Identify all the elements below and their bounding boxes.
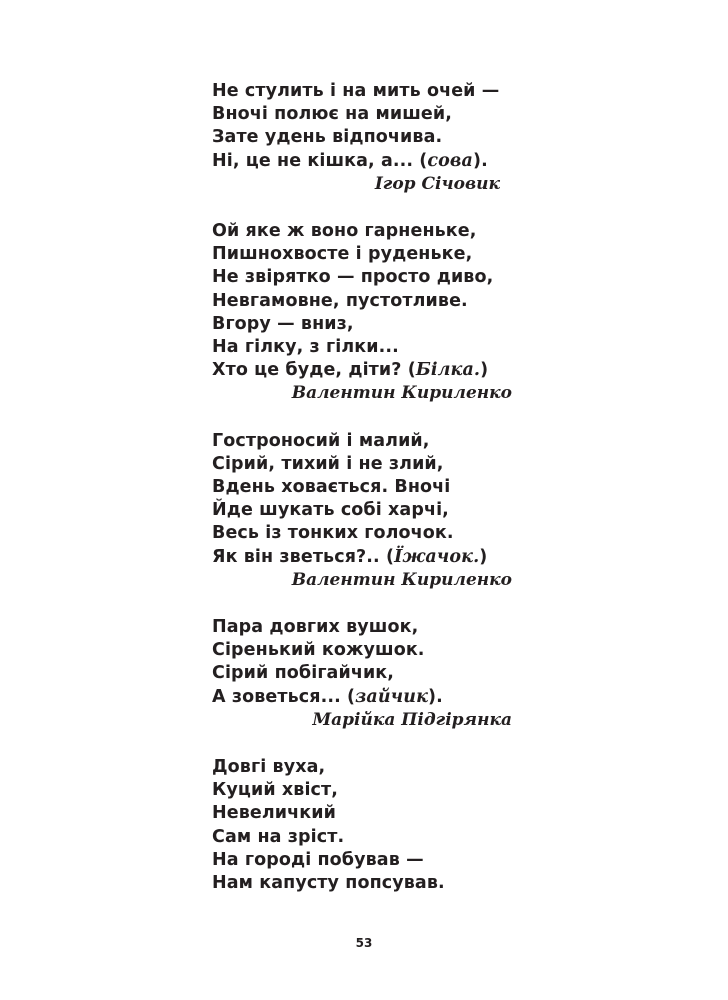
riddle-line: Весь із тонких голочок.: [212, 523, 454, 544]
riddle-line: Не стулить і на мить очей —: [212, 81, 500, 101]
riddle-1: [212, 80, 512, 196]
riddle-line: Пишнохвосте і руденьке,: [212, 244, 473, 265]
riddle-line: Сіренький кожушок.: [212, 640, 425, 661]
riddle-answer: зайчик: [355, 686, 429, 707]
riddle-line: Невгамовне, пустотливе.: [212, 290, 468, 311]
riddle-2: [212, 220, 512, 406]
riddle-line: Вгору — вниз,: [212, 313, 354, 334]
riddle-author: Валентин Кириленко: [291, 569, 512, 590]
riddle-line: Сірий, тихий і не злий,: [212, 453, 444, 474]
riddle-line: Зате удень відпочива.: [212, 127, 443, 148]
riddle-line: Сірий побігайчик,: [212, 663, 395, 684]
riddle-line: На городі побував —: [212, 849, 424, 870]
riddle-line: Нам капусту попсував.: [212, 873, 445, 894]
riddle-line: Пара довгих вушок,: [212, 617, 419, 638]
riddle-line: Йде шукать собі харчі,: [212, 500, 449, 521]
riddle-line: Вдень ховається. Вночі: [212, 477, 451, 498]
riddle-author: Ігор Січовик: [374, 173, 500, 194]
riddle-line: Довгі вуха,: [212, 757, 326, 778]
riddle-answer: Білка.: [415, 360, 481, 381]
page-number: 53: [355, 936, 373, 950]
riddle-4: [212, 616, 512, 732]
riddle-answer: сова: [427, 150, 473, 171]
riddle-5: [212, 756, 512, 895]
riddle-answer: Їжачок.: [394, 546, 480, 567]
riddle-3: [212, 430, 512, 592]
riddle-line: Ні, це не кішка, а... (сова).: [212, 150, 488, 171]
riddle-author: Марійка Підгірянка: [312, 709, 512, 730]
riddle-line: Ой яке ж воно гарненьке,: [212, 221, 477, 242]
riddle-line: Куций хвіст,: [212, 780, 339, 801]
riddles-column: [212, 80, 512, 919]
riddle-line: Не звірятко — просто диво,: [212, 267, 494, 288]
riddle-line: Сам на зріст.: [212, 826, 345, 847]
riddle-line: Невеличкий: [212, 803, 336, 824]
riddle-line: Як він зветься?.. (Їжачок.): [212, 546, 488, 567]
riddle-line: А зоветься... (зайчик).: [212, 686, 443, 707]
riddle-line: Гостроносий і малий,: [212, 430, 430, 451]
riddle-line: Вночі полює на мишей,: [212, 104, 452, 125]
riddle-line: На гілку, з гілки...: [212, 337, 399, 358]
riddle-author: Валентин Кириленко: [291, 383, 512, 404]
riddle-line: Хто це буде, діти? (Білка.): [212, 360, 489, 381]
